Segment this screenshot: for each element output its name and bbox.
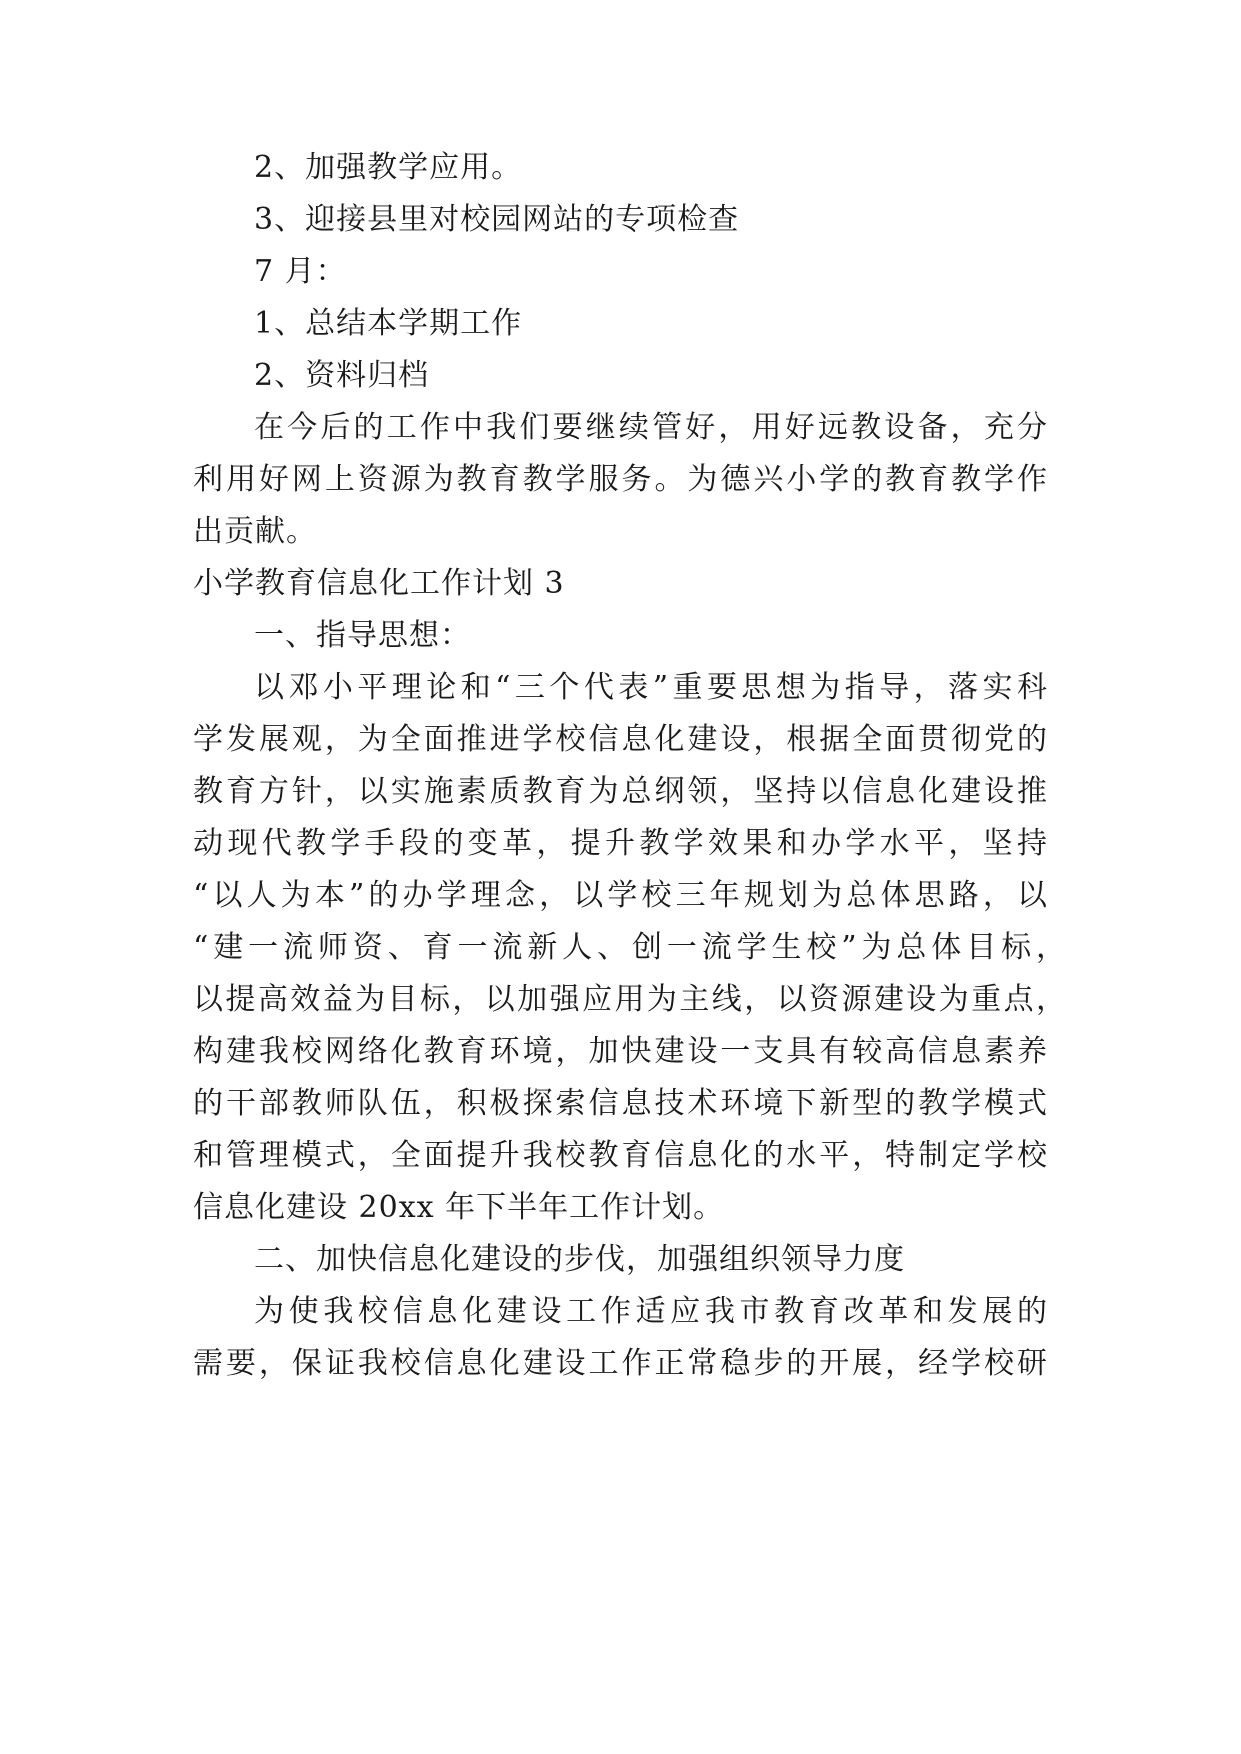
month-heading: 7 月： bbox=[254, 254, 347, 289]
paragraph-line: 在今后的工作中我们要继续管好，用好远教设备，充分 bbox=[254, 410, 1048, 445]
paragraph-line: “建一流师资、育一流新人、创一流学生校”为总体目标， bbox=[193, 930, 1067, 965]
paragraph-line: 学发展观，为全面推进学校信息化建设，根据全面贯彻党的 bbox=[193, 722, 1048, 757]
paragraph-line: 构建我校网络化教育环境，加快建设一支具有较高信息素养 bbox=[193, 1034, 1048, 1069]
paragraph-line: “以人为本”的办学理念，以学校三年规划为总体思路，以 bbox=[193, 878, 1048, 913]
paragraph-line: 以邓小平理论和“三个代表”重要思想为指导，落实科 bbox=[254, 670, 1048, 705]
paragraph-line: 和管理模式，全面提升我校教育信息化的水平，特制定学校 bbox=[193, 1138, 1048, 1173]
paragraph-line: 动现代教学手段的变革，提升教学效果和办学水平，坚持 bbox=[193, 826, 1048, 861]
paragraph-line: 为使我校信息化建设工作适应我市教育改革和发展的 bbox=[254, 1294, 1048, 1329]
list-item: 2、资料归档 bbox=[254, 358, 430, 393]
paragraph-line: 以提高效益为目标，以加强应用为主线，以资源建设为重点， bbox=[193, 982, 1067, 1017]
section-heading: 二、加快信息化建设的步伐，加强组织领导力度 bbox=[254, 1242, 905, 1277]
paragraph-line: 利用好网上资源为教育教学服务。为德兴小学的教育教学作 bbox=[193, 462, 1048, 497]
paragraph-line: 需要，保证我校信息化建设工作正常稳步的开展，经学校研 bbox=[193, 1346, 1048, 1381]
paragraph-line: 教育方针，以实施素质教育为总纲领，坚持以信息化建设推 bbox=[193, 774, 1048, 809]
paragraph-line: 的干部教师队伍，积极探索信息技术环境下新型的教学模式 bbox=[193, 1086, 1048, 1121]
paragraph-line: 信息化建设 20xx 年下半年工作计划。 bbox=[193, 1190, 725, 1225]
list-item: 1、总结本学期工作 bbox=[254, 306, 523, 341]
list-item: 3、迎接县里对校园网站的专项检查 bbox=[254, 202, 740, 237]
paragraph-line: 出贡献。 bbox=[193, 514, 317, 549]
list-item: 2、加强教学应用。 bbox=[254, 150, 523, 185]
section-heading: 一、指导思想： bbox=[254, 618, 471, 653]
section-title: 小学教育信息化工作计划 3 bbox=[193, 566, 565, 601]
